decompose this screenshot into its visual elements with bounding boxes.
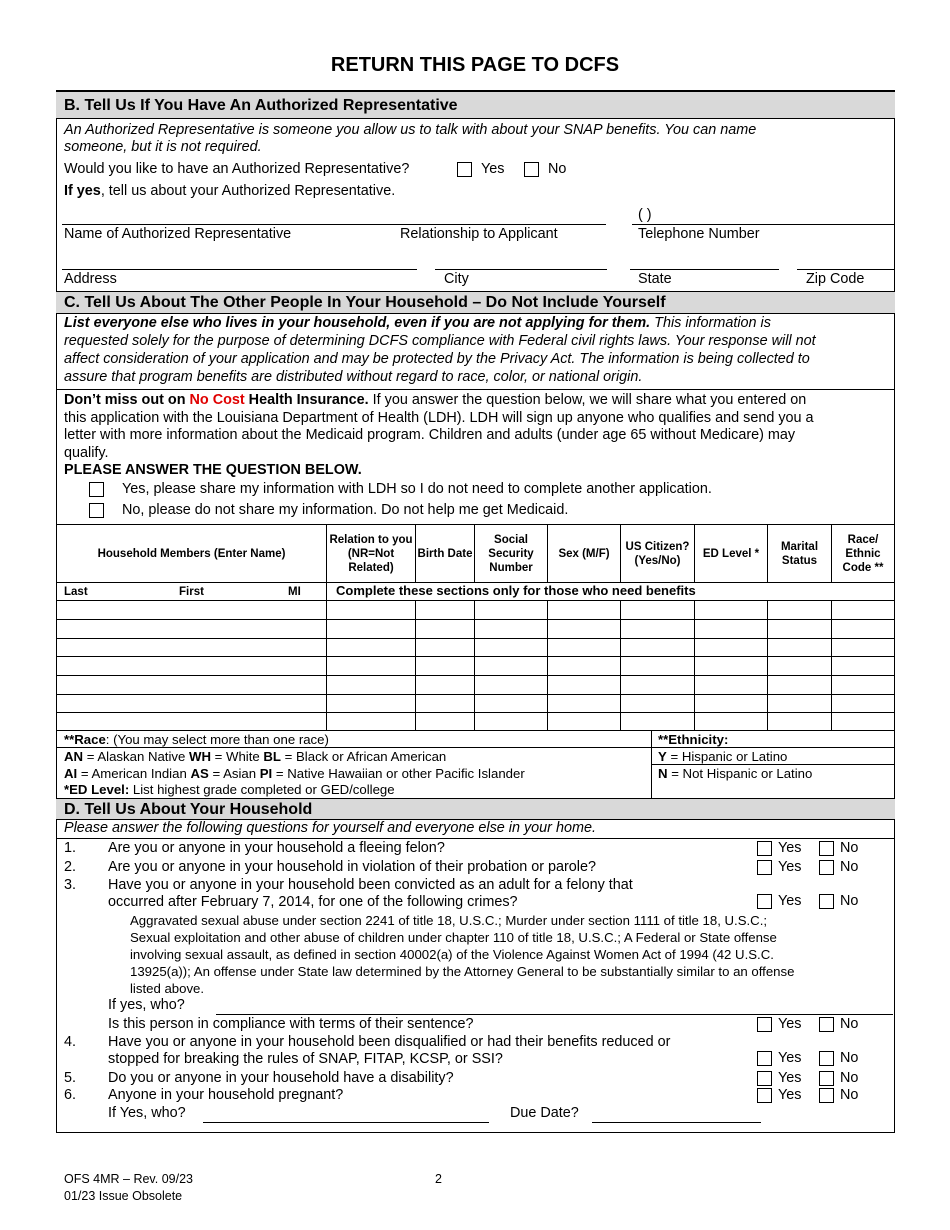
legend-col-divider (651, 730, 652, 798)
col-header-ed-level: ED Level * (702, 547, 760, 560)
compliance-no-checkbox[interactable] (819, 1017, 834, 1032)
section-d-intro-divider (56, 838, 895, 839)
q4-text-line1: Have you or anyone in your household been disqualified or had their benefits reduced or (108, 1034, 671, 1050)
table-row (56, 694, 895, 695)
if-yes-text (64, 183, 395, 200)
table-row (56, 712, 895, 713)
share-yes-checkbox[interactable] (89, 482, 104, 497)
crimes-line4: 13925(a)); An offense under State law determined by the Attorney General to be substantially similar to an offense (130, 964, 795, 979)
q5-no-checkbox[interactable] (819, 1071, 834, 1086)
q1-no-checkbox[interactable] (819, 841, 834, 856)
col-header-marital: Marital Status (780, 540, 819, 567)
privacy-line4: assure that program benefits are distributed without regard to race, color, or national origin. (64, 369, 643, 385)
telephone-field-label: Telephone Number (638, 226, 760, 242)
q4-yes-label: Yes (778, 1050, 802, 1066)
q4-no-checkbox[interactable] (819, 1051, 834, 1066)
race-desc-as: = Asian (208, 766, 260, 781)
col-header-race: Race/ Ethnic Code ** (842, 533, 884, 574)
crimes-line1: Aggravated sexual abuse under section 2241 of title 18, U.S.C.; Murder under section 1111 of title 18, U.S.C.; (130, 913, 768, 928)
q3-text-line2: occurred after February 7, 2014, for one of the following crimes? (108, 894, 518, 910)
eth-desc-n: = Not Hispanic or Latino (667, 766, 813, 781)
if-yes-bold: If yes (64, 183, 101, 199)
share-yes-label: Yes, please share my information with LDH so I do not need to complete another application. (122, 481, 712, 497)
due-date-label: Due Date? (510, 1105, 579, 1121)
crimes-line2: Sexual exploitation and other abuse of children under chapter 110 of title 18, U.S.C.; A Federal or State offense (130, 930, 777, 945)
if-yes-who-label: If yes, who? (108, 997, 185, 1013)
if-yes-who2-label: If Yes, who? (108, 1105, 186, 1121)
q1-text: Are you or anyone in your household a fleeing felon? (108, 840, 445, 856)
auth-rep-yes-label: Yes (481, 161, 505, 177)
table-col-divider (694, 524, 695, 582)
section-d-intro: Please answer the following questions for yourself and everyone else in your home. (64, 820, 596, 836)
medicaid-line3: letter with more information about the Medicaid program. Children and adults (under age 65 without Medicare) may (64, 427, 796, 443)
race-desc-pi: = Native Hawaiian or other Pacific Islander (272, 766, 525, 781)
col-header-citizen: US Citizen? (Yes/No) (625, 540, 690, 567)
sub-first: First (179, 586, 204, 598)
race-code-an: AN (64, 749, 84, 764)
q6-yes-label: Yes (778, 1087, 802, 1103)
table-col-divider (694, 600, 695, 730)
q4-yes-checkbox[interactable] (757, 1051, 772, 1066)
if-yes-rest: , tell us about your Authorized Representative. (100, 183, 396, 199)
col-header-relation: Relation to you (NR=Not Related) (329, 533, 413, 574)
race-desc-an: = Alaskan Native (83, 749, 189, 764)
eth-code-n: N (658, 766, 668, 781)
auth-rep-yes-checkbox[interactable] (457, 162, 472, 177)
table-col-divider (831, 600, 832, 730)
q2-no-checkbox[interactable] (819, 860, 834, 875)
race-desc-ai: = American Indian (77, 766, 191, 781)
col-header-birth-date: Birth Date (417, 547, 473, 560)
medicaid-line2: this application with the Louisiana Department of Health (LDH). LDH will sign up anyone who qualifies and send you a (64, 410, 814, 426)
race-title-bold: **Race (64, 732, 106, 747)
q2-number: 2. (64, 859, 77, 875)
race-line2 (64, 765, 525, 782)
crimes-line3: involving sexual assault, as defined in section 40002(a) of the Violence Against Women Act of 1994 (42 U.S.C. (130, 947, 774, 962)
address-field-label: Address (64, 271, 117, 287)
sub-mi: MI (288, 586, 301, 598)
share-no-label: No, please do not share my information. Do not help me get Medicaid. (122, 502, 569, 518)
q5-text: Do you or anyone in your household have a disability? (108, 1070, 454, 1086)
q1-number: 1. (64, 840, 77, 856)
pregnant-who-line[interactable] (203, 1122, 489, 1123)
ed-level-bold: *ED Level: (64, 782, 130, 797)
sub-last: Last (64, 586, 88, 598)
table-col-divider (474, 600, 475, 730)
medicaid-bold2: Health Insurance. (244, 392, 369, 408)
privacy-bold: List everyone else who lives in your household, even if you are not applying for them. (64, 315, 651, 331)
q3-no-label: No (840, 893, 859, 909)
race-code-ai: AI (64, 766, 78, 781)
table-row (56, 675, 895, 676)
q6-no-label: No (840, 1087, 859, 1103)
zip-field-label: Zip Code (806, 271, 865, 287)
q3-text-line1: Have you or anyone in your household been convicted as an adult for a felony that (108, 877, 633, 893)
compliance-no-label: No (840, 1016, 859, 1032)
race-line1 (64, 748, 446, 765)
table-col-divider (474, 524, 475, 582)
table-col-divider (767, 600, 768, 730)
q1-yes-checkbox[interactable] (757, 841, 772, 856)
privacy-line2: requested solely for the purpose of determining DCFS compliance with Federal civil rights laws. Your response will not (64, 333, 816, 349)
ethnicity-title: **Ethnicity: (658, 732, 729, 747)
q6-no-checkbox[interactable] (819, 1088, 834, 1103)
eth-code-y: Y (658, 749, 667, 764)
auth-rep-question: Would you like to have an Authorized Representative? (64, 161, 410, 177)
section-c-heading: C. Tell Us About The Other People In Your Household – Do Not Include Yourself (56, 291, 895, 314)
zip-line[interactable] (797, 269, 894, 270)
relationship-field-label: Relationship to Applicant (400, 226, 558, 242)
q2-text: Are you or anyone in your household in violation of their probation or parole? (108, 859, 596, 875)
q4-text-line2: stopped for breaking the rules of SNAP, FITAP, KCSP, or SSI? (108, 1051, 503, 1067)
table-col-divider (415, 524, 416, 582)
privacy-line1-rest: This information is (650, 315, 771, 331)
obsolete-note: 01/23 Issue Obsolete (64, 1189, 183, 1203)
sub-complete-note: Complete these sections only for those who need benefits (336, 583, 696, 598)
table-col-divider (620, 600, 621, 730)
race-title-rest: : (You may select more than one race) (105, 732, 329, 747)
auth-rep-no-label: No (548, 161, 567, 177)
race-code-wh: WH (189, 749, 211, 764)
auth-rep-name-line[interactable] (62, 224, 606, 225)
q5-no-label: No (840, 1070, 859, 1086)
q3-yes-checkbox[interactable] (757, 894, 772, 909)
table-col-divider (767, 524, 768, 582)
race-desc-bl: = Black or African American (280, 749, 447, 764)
medicaid-line4: qualify. (64, 445, 109, 461)
compliance-text: Is this person in compliance with terms of their sentence? (108, 1016, 474, 1032)
page-title: RETURN THIS PAGE TO DCFS (330, 54, 620, 76)
table-col-divider (547, 600, 548, 730)
col-header-sex: Sex (M/F) (558, 547, 610, 560)
please-answer: PLEASE ANSWER THE QUESTION BELOW. (64, 462, 362, 478)
eth-desc-y: = Hispanic or Latino (666, 749, 788, 764)
race-title (64, 731, 329, 748)
col-header-ssn: Social Security Number (488, 533, 534, 574)
q3-no-checkbox[interactable] (819, 894, 834, 909)
medicaid-line1-rest: If you answer the question below, we will share what you entered on (368, 392, 807, 408)
q3-yes-label: Yes (778, 893, 802, 909)
q6-text: Anyone in your household pregnant? (108, 1087, 344, 1103)
q6-number: 6. (64, 1087, 77, 1103)
q4-number: 4. (64, 1034, 77, 1050)
col-header-members: Household Members (Enter Name) (97, 547, 286, 560)
auth-rep-no-checkbox[interactable] (524, 162, 539, 177)
q5-yes-label: Yes (778, 1070, 802, 1086)
phone-parens: ( ) (638, 207, 652, 223)
race-code-bl: BL (263, 749, 281, 764)
state-field-label: State (638, 271, 672, 287)
table-col-divider (547, 524, 548, 582)
q2-no-label: No (840, 859, 859, 875)
medicaid-line1 (64, 392, 806, 409)
ed-level-note (64, 781, 395, 798)
no-cost-text: No Cost (189, 392, 245, 408)
race-code-pi: PI (259, 766, 273, 781)
section-b-heading: B. Tell Us If You Have An Authorized Representative (56, 91, 895, 119)
q5-yes-checkbox[interactable] (757, 1071, 772, 1086)
due-date-line[interactable] (592, 1122, 761, 1123)
privacy-divider (56, 389, 895, 390)
name-field-label: Name of Authorized Representative (64, 226, 292, 242)
crimes-line5: listed above. (130, 981, 205, 996)
telephone-line[interactable] (632, 224, 894, 225)
table-row (56, 656, 895, 657)
privacy-line1 (64, 315, 771, 332)
table-col-divider (620, 524, 621, 582)
q1-no-label: No (840, 840, 859, 856)
ed-level-rest: List highest grade completed or GED/college (129, 782, 395, 797)
q5-number: 5. (64, 1070, 77, 1086)
table-row (56, 638, 895, 639)
compliance-yes-checkbox[interactable] (757, 1017, 772, 1032)
q3-number: 3. (64, 877, 77, 893)
page-number: 2 (435, 1172, 442, 1186)
race-code-as: AS (190, 766, 209, 781)
table-row (56, 600, 895, 601)
section-b-intro-line2: someone, but it is not required. (64, 139, 262, 155)
share-no-checkbox[interactable] (89, 503, 104, 518)
ethnicity-y (658, 748, 787, 765)
q2-yes-label: Yes (778, 859, 802, 875)
q6-yes-checkbox[interactable] (757, 1088, 772, 1103)
race-desc-wh: = White (210, 749, 264, 764)
q4-no-label: No (840, 1050, 859, 1066)
medicaid-bold1: Don’t miss out on (64, 392, 190, 408)
q2-yes-checkbox[interactable] (757, 860, 772, 875)
address-line[interactable] (62, 269, 417, 270)
compliance-yes-label: Yes (778, 1016, 802, 1032)
state-line[interactable] (630, 269, 779, 270)
city-line[interactable] (435, 269, 607, 270)
section-d-heading: D. Tell Us About Your Household (56, 798, 895, 820)
section-b-intro-line1: An Authorized Representative is someone you allow us to talk with about your SNAP benefits. You can name (64, 122, 757, 138)
ethnicity-n (658, 765, 812, 782)
privacy-line3: affect consideration of your application and may be protected by the Privacy Act. The information is being collected to (64, 351, 810, 367)
q1-yes-label: Yes (778, 840, 802, 856)
form-id: OFS 4MR – Rev. 09/23 (64, 1172, 193, 1186)
table-col-divider (831, 524, 832, 582)
table-row (56, 619, 895, 620)
city-field-label: City (444, 271, 469, 287)
if-yes-who-line[interactable] (216, 1014, 893, 1015)
table-col-divider (415, 600, 416, 730)
table-col-divider (326, 524, 327, 730)
